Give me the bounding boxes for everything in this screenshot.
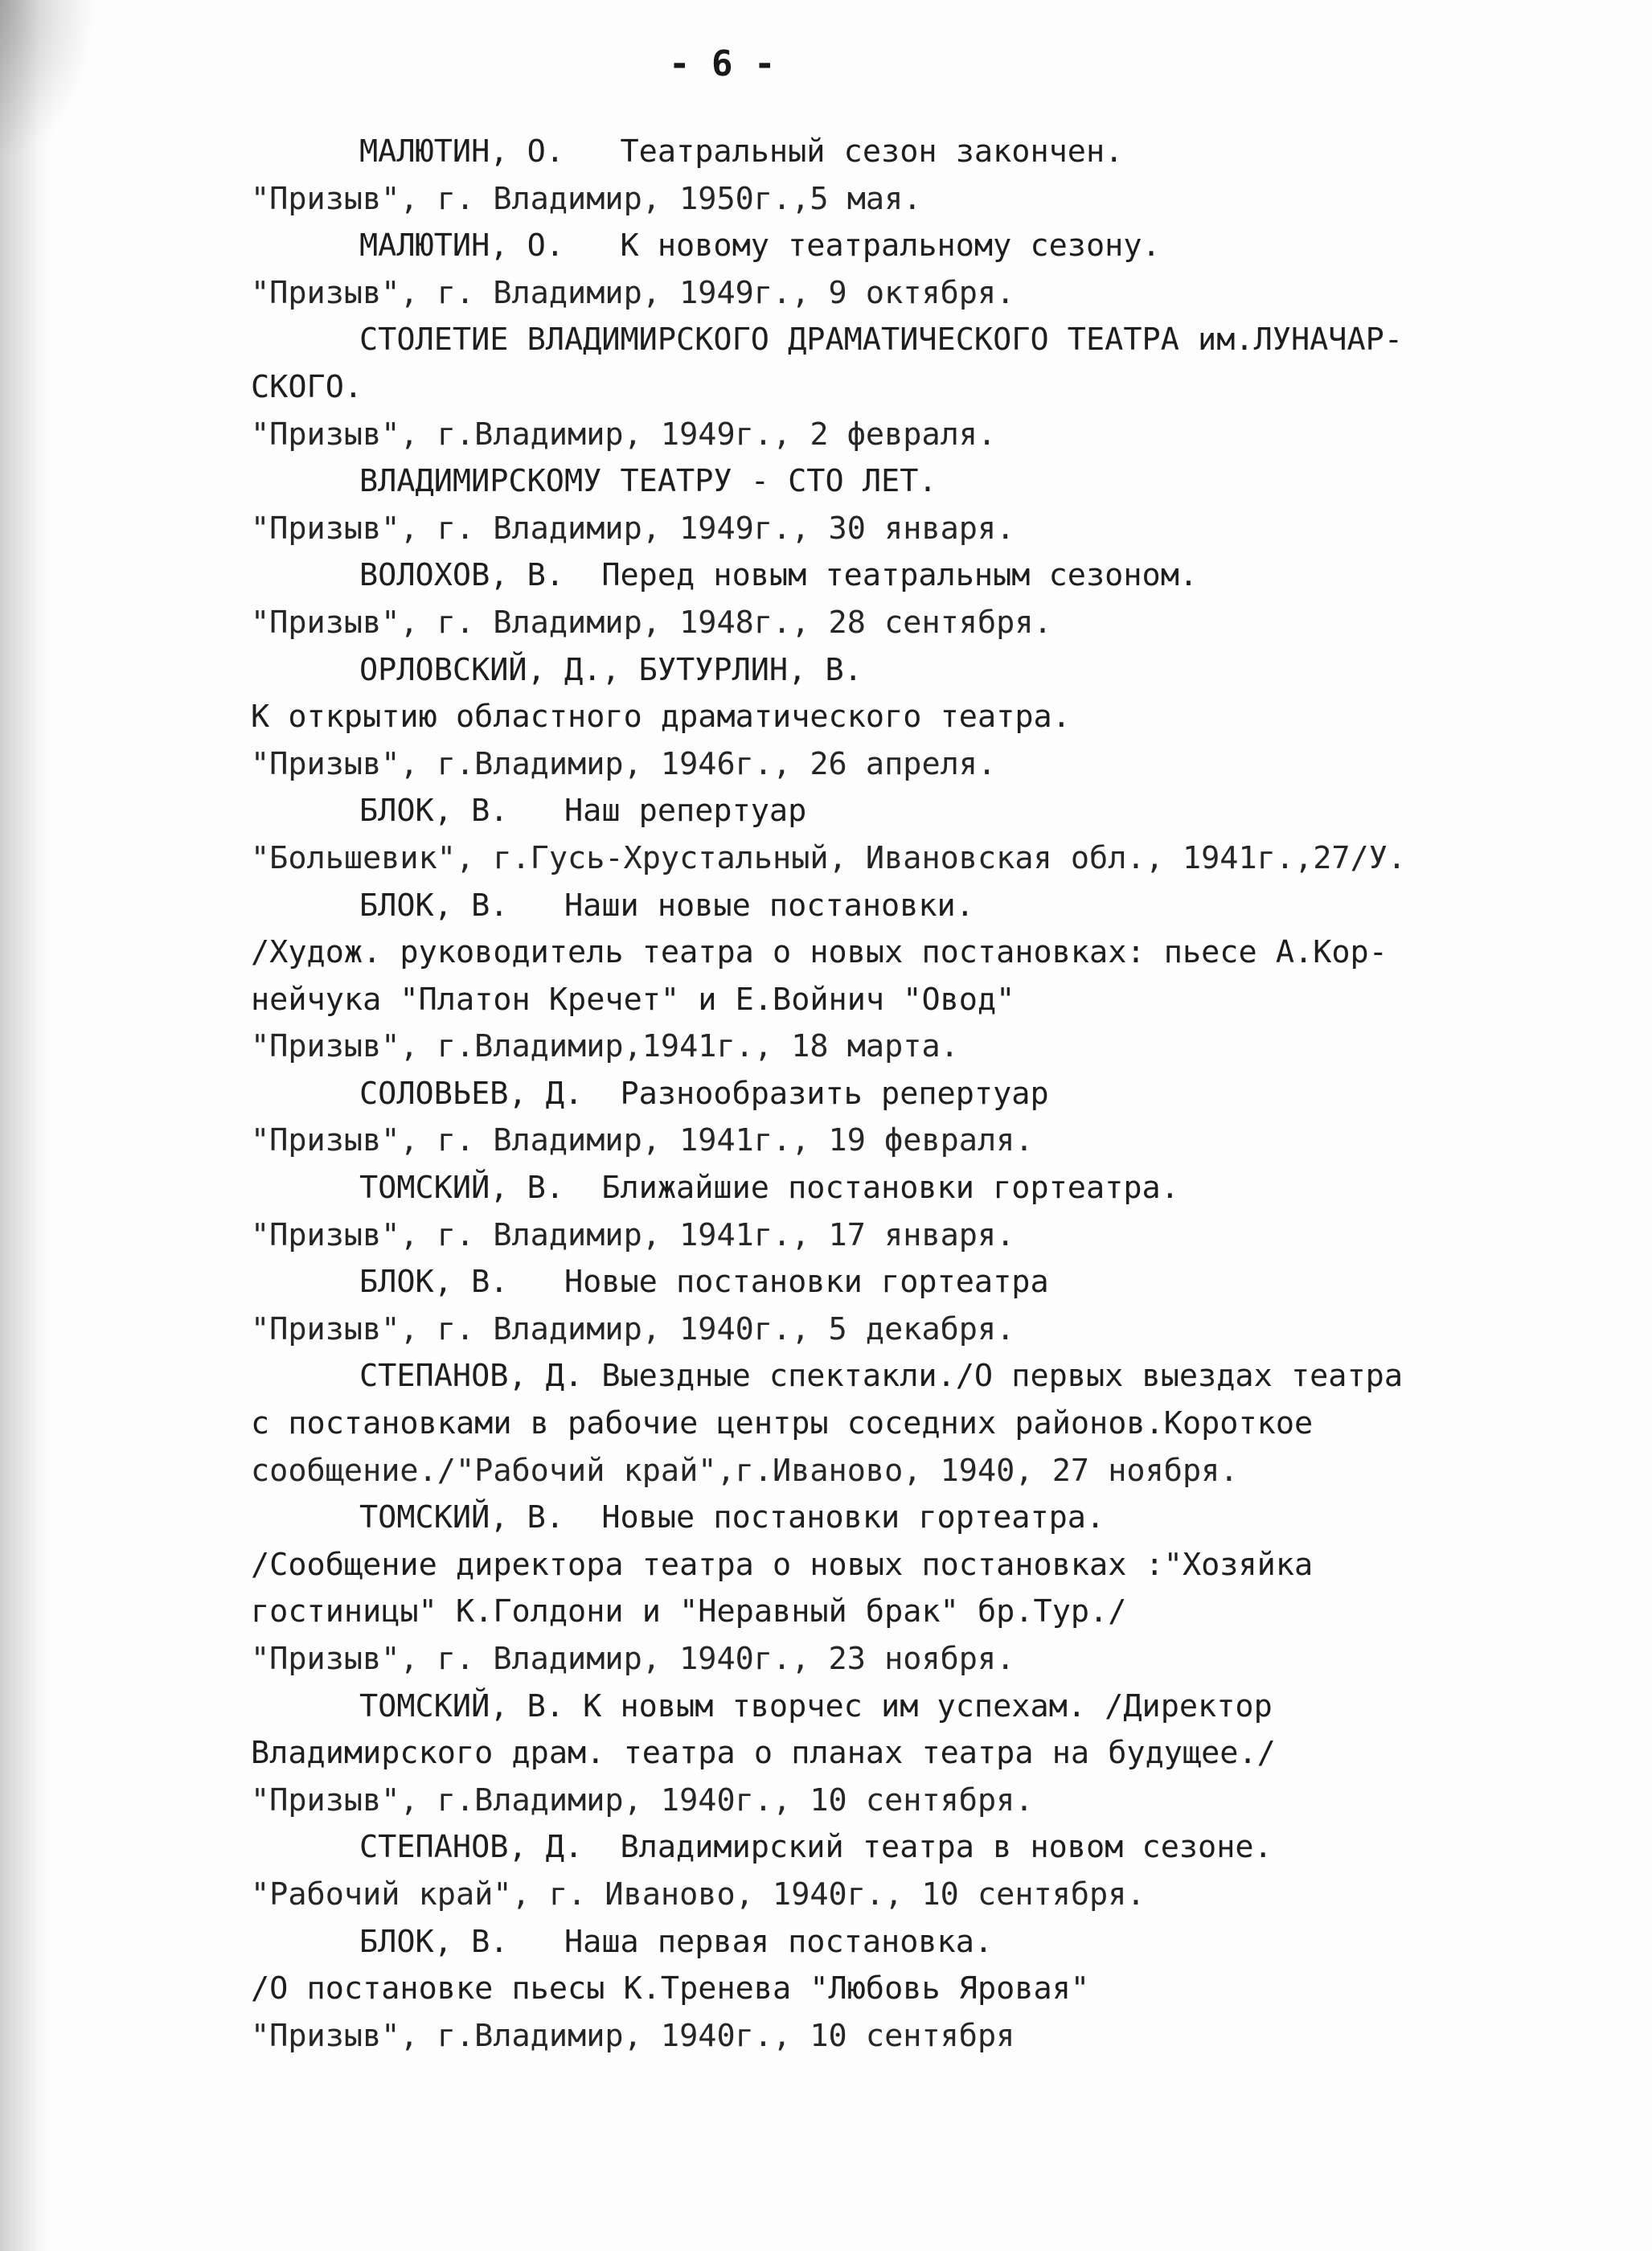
entry-line: Владимирского драм. театра о планах театра на будущее./	[251, 1735, 1276, 1772]
page-edge-shadow	[0, 0, 56, 2251]
source-line: "Призыв", г. Владимир, 1949г., 9 октября.	[251, 274, 1015, 311]
source-line: "Призыв", г. Владимир, 1950г.,5 мая.	[251, 180, 922, 217]
entry-line: нейчука "Платон Кречет" и Е.Войнич "Овод"	[251, 981, 1015, 1018]
entry-line: гостиницы" К.Голдони и "Неравный брак" бр.Тур./	[251, 1593, 1127, 1630]
source-line: "Призыв", г.Владимир, 1940г., 10 сентября.	[251, 1782, 1034, 1818]
entry-line: СКОГО.	[251, 368, 363, 405]
entry-line: БЛОК, В. Наши новые постановки.	[359, 887, 974, 924]
entry-line: с постановками в рабочие центры соседних районов.Короткое	[251, 1405, 1314, 1442]
page-corner-shadow	[0, 0, 96, 161]
entry-line: /О постановке пьесы К.Тренева "Любовь Яровая"	[251, 1970, 1090, 2007]
entry-line: /Худож. руководитель театра о новых постановках: пьесе А.Кор-	[251, 934, 1388, 971]
entry-line: БЛОК, В. Новые постановки гортеатра	[359, 1264, 1049, 1301]
source-line: "Призыв", г.Владимир, 1940г., 10 сентября	[251, 2017, 1015, 2054]
entry-line: СТЕПАНОВ, Д. Выездные спектакли./О первых выездах театра	[359, 1358, 1404, 1395]
source-line: "Призыв", г.Владимир, 1946г., 26 апреля.	[251, 745, 997, 782]
entry-line: ОРЛОВСКИЙ, Д., БУТУРЛИН, В.	[359, 651, 863, 688]
entry-line: СТЕПАНОВ, Д. Владимирский театра в новом сезоне.	[359, 1829, 1273, 1866]
source-line: "Призыв", г. Владимир, 1941г., 17 января.	[251, 1216, 1015, 1253]
entry-line: ВЛАДИМИРСКОМУ ТЕАТРУ - СТО ЛЕТ.	[359, 463, 937, 500]
entry-line: ТОМСКИЙ, В. К новым творчес им успехам. /Директор	[359, 1687, 1273, 1724]
entry-line: МАЛЮТИН, О. К новому театральному сезону.	[359, 228, 1161, 264]
source-line: "Призыв", г. Владимир, 1941г., 19 февраля.	[251, 1122, 1034, 1159]
source-line: "Большевик", г.Гусь-Хрустальный, Ивановская обл., 1941г.,27/У.	[251, 839, 1407, 876]
entry-line: ТОМСКИЙ, В. Новые постановки гортеатра.	[359, 1499, 1105, 1536]
bibliography-list	[251, 129, 1553, 2060]
entry-line: К открытию областного драматического театра.	[251, 699, 1071, 736]
entry-line: БЛОК, В. Наша первая постановка.	[359, 1923, 994, 1960]
entry-line: СТОЛЕТИЕ ВЛАДИМИРСКОГО ДРАМАТИЧЕСКОГО ТЕАТРА им.ЛУНАЧАР-	[359, 322, 1404, 359]
entry-line: МАЛЮТИН, О. Театральный сезон закончен.	[359, 133, 1124, 170]
source-line: "Призыв", г.Владимир,1941г., 18 марта.	[251, 1028, 959, 1065]
source-line: "Призыв", г. Владимир, 1940г., 23 ноября.	[251, 1641, 1015, 1677]
entry-line: ТОМСКИЙ, В. Ближайшие постановки гортеатра.	[359, 1170, 1179, 1207]
source-line: "Рабочий край", г. Иваново, 1940г., 10 сентября.	[251, 1876, 1146, 1913]
source-line: "Призыв", г. Владимир, 1948г., 28 сентября.	[251, 604, 1052, 641]
entry-line: СОЛОВЬЕВ, Д. Разнообразить репертуар	[359, 1075, 1049, 1112]
entry-line: БЛОК, В. Наш репертуар	[359, 793, 807, 830]
source-line: "Призыв", г. Владимир, 1940г., 5 декабря.	[251, 1310, 1015, 1347]
entry-line: /Сообщение директора театра о новых постановках :"Хозяйка	[251, 1546, 1314, 1583]
source-line: сообщение./"Рабочий край",г.Иваново, 1940, 27 ноября.	[251, 1452, 1239, 1489]
source-line: "Призыв", г.Владимир, 1949г., 2 февраля.	[251, 416, 997, 453]
source-line: "Призыв", г. Владимир, 1949г., 30 января.	[251, 510, 1015, 547]
entry-line: ВОЛОХОВ, В. Перед новым театральным сезоном.	[359, 557, 1199, 594]
typewritten-text	[251, 32, 1553, 2060]
page-number: - 6 -	[669, 43, 776, 84]
